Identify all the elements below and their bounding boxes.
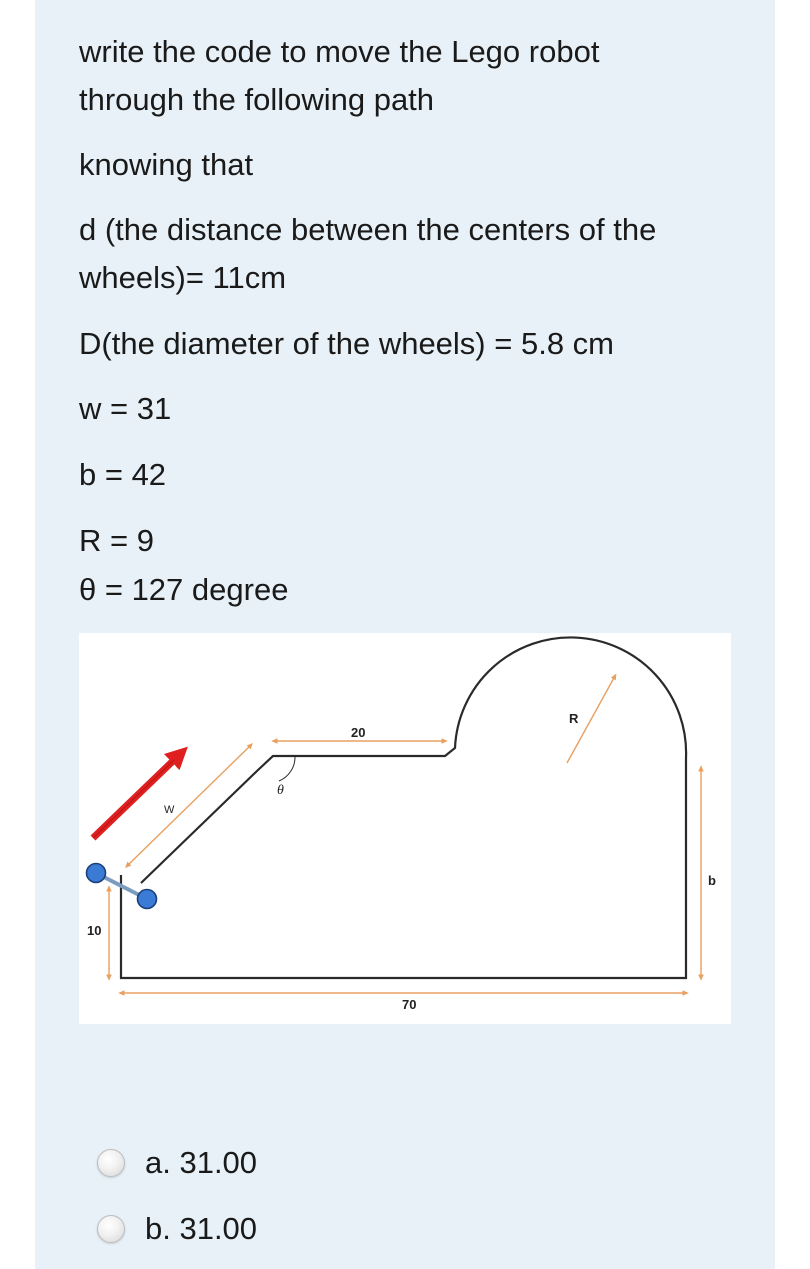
question-text-line-10: θ = 127 degree xyxy=(79,572,289,607)
question-text-line-5: wheels)= 11cm xyxy=(79,260,287,295)
question-text-line-2: through the following path xyxy=(79,82,435,117)
question-text-line-3: knowing that xyxy=(79,147,254,182)
robot-wheel-left xyxy=(87,864,106,883)
label-w: W xyxy=(164,804,175,816)
option-b[interactable] xyxy=(97,1209,257,1249)
theta-arc xyxy=(279,756,295,781)
label-r: R xyxy=(569,711,579,726)
label-b: b xyxy=(708,873,716,888)
question-text-line-8: b = 42 xyxy=(79,457,167,492)
option-a-label: a. 31.00 xyxy=(145,1145,258,1180)
question-text-line-7: w = 31 xyxy=(79,391,172,426)
path-diagram xyxy=(79,633,731,1024)
option-a[interactable] xyxy=(97,1143,257,1183)
question-text-line-9: R = 9 xyxy=(79,523,154,558)
label-70: 70 xyxy=(402,997,417,1012)
option-a-radio[interactable] xyxy=(97,1149,125,1177)
question-text-line-4: d (the distance between the centers of the xyxy=(79,212,657,247)
robot-path xyxy=(121,637,686,978)
label-20: 20 xyxy=(351,725,366,740)
robot-wheel-right xyxy=(138,890,157,909)
dimension-w-line xyxy=(127,745,251,866)
option-b-label: b. 31.00 xyxy=(145,1211,258,1246)
option-b-radio[interactable] xyxy=(97,1215,125,1243)
label-10: 10 xyxy=(87,923,102,938)
question-text-line-6: D(the diameter of the wheels) = 5.8 cm xyxy=(79,326,614,361)
question-text-line-1: write the code to move the Lego robot xyxy=(79,34,600,69)
label-theta: θ xyxy=(277,783,284,798)
path-diagram-svg xyxy=(79,633,731,1024)
